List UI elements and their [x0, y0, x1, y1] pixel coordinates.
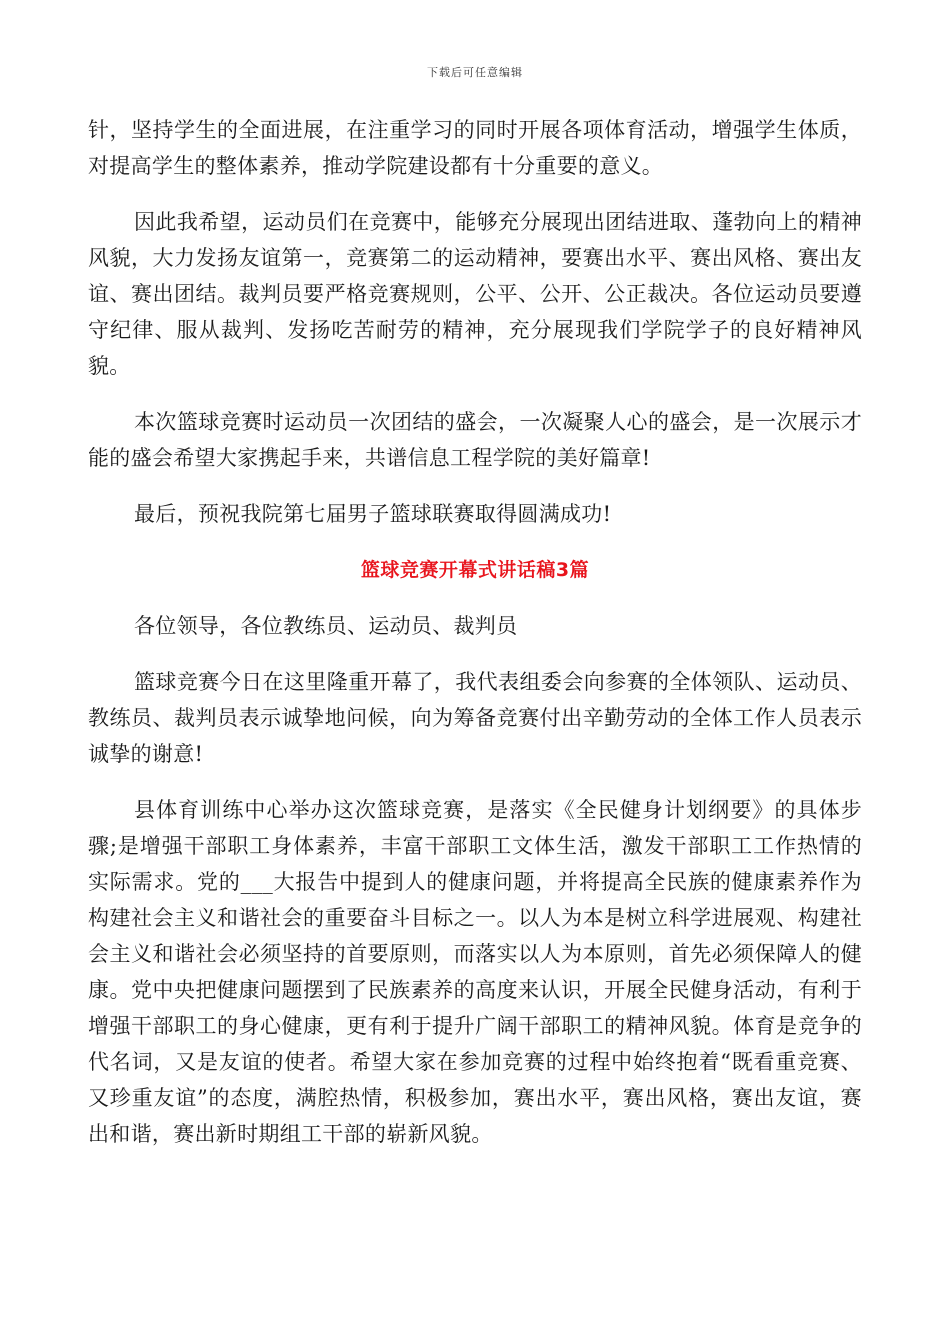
paragraph-salutation: 各位领导，各位教练员、运动员、裁判员 [134, 614, 518, 638]
document-body [88, 112, 862, 1172]
paragraph-event: 本次篮球竞赛时运动员一次团结的盛会，一次凝聚人心的盛会，是一次展示才能的盛会希望大家携起手来，共谱信息工程学院的美好篇章! [88, 410, 862, 470]
paragraph-hope: 因此我希望，运动员们在竞赛中，能够充分展现出团结进取、蓬勃向上的精神风貌，大力发扬友谊第一，竞赛第二的运动精神，要赛出水平、赛出风格、赛出友谊、赛出团结。裁判员要严格竞赛规则，公平、公开、公正裁决。各位运动员要遵守纪律、服从裁判、发扬吃苦耐劳的精神，充分展现我们学院学子的良好精神风貌。 [88, 210, 862, 378]
section-title: 篮球竞赛开幕式讲话稿3篇 [360, 559, 590, 581]
paragraph-closing-wish: 最后，预祝我院第七届男子篮球联赛取得圆满成功! [134, 502, 612, 526]
paragraph-opening: 篮球竞赛今日在这里隆重开幕了，我代表组委会向参赛的全体领队、运动员、教练员、裁判员表示诚挚地问候，向为筹备竞赛付出辛勤劳动的全体工作人员表示诚挚的谢意! [88, 670, 862, 766]
paragraph-continuation: 针，坚持学生的全面进展，在注重学习的同时开展各项体育活动，增强学生体质，对提高学生的整体素养，推动学院建设都有十分重要的意义。 [88, 118, 862, 178]
page-header-note: 下载后可任意编辑 [427, 66, 523, 79]
paragraph-significance: 县体育训练中心举办这次篮球竞赛，是落实《全民健身计划纲要》的具体步骤;是增强干部职工身体素养，丰富干部职工文体生活，激发干部职工工作热情的实际需求。党的___大报告中提到人的健康问题，并将提高全民族的健康素养作为构建社会主义和谐社会的重要奋斗目标之一。以人为本是树立科学进展观、构建社会主义和谐社会必须坚持的首要原则，而落实以人为本原则，首先必须保障人的健康。党中央把健康问题摆到了民族素养的高度来认识，开展全民健身活动，有利于增强干部职工的身心健康，更有利于提升广阔干部职工的精神风貌。体育是竞争的代名词，又是友谊的使者。希望大家在参加竞赛的过程中始终抱着“既看重竞赛、又珍重友谊”的态度，满腔热情，积极参加，赛出水平，赛出风格，赛出友谊，赛出和谐，赛出新时期组工干部的崭新风貌。 [88, 798, 862, 1146]
